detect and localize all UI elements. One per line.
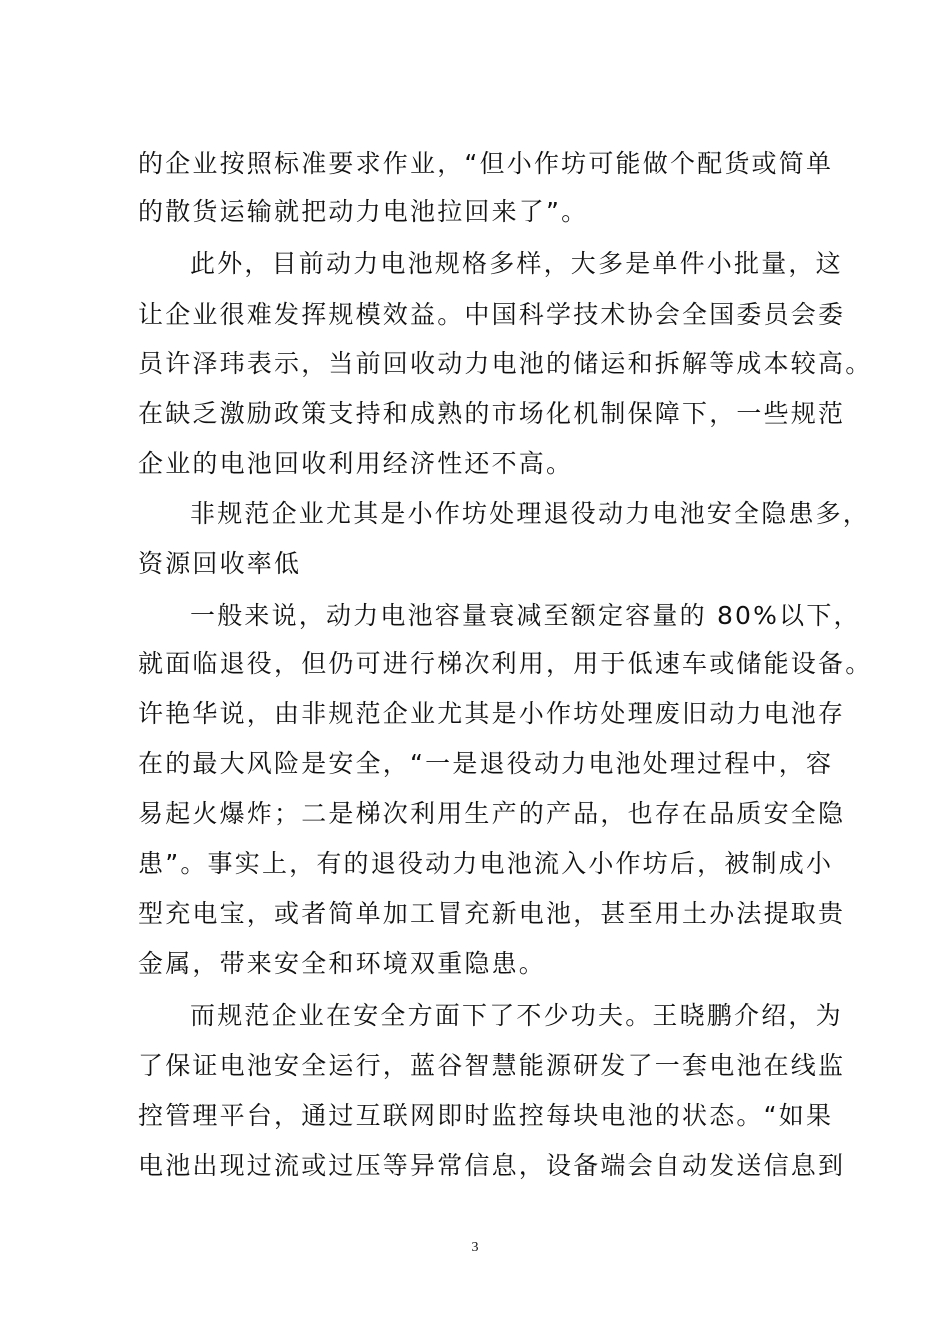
text-line: 非规范企业尤其是小作坊处理退役动力电池安全隐患多， <box>190 499 871 528</box>
text-line: 而规范企业在安全方面下了不少功夫。王晓鹏介绍，为 <box>190 1001 843 1030</box>
text-line: 的散货运输就把动力电池拉回来了”。 <box>138 197 589 226</box>
text-line: 就面临退役，但仍可进行梯次利用，用于低速车或储能设备。 <box>138 649 873 678</box>
text-line: 金属，带来安全和环境双重隐患。 <box>138 949 547 978</box>
text-line: 在缺乏激励政策支持和成熟的市场化机制保障下，一些规范 <box>138 399 846 428</box>
text-line: 的企业按照标准要求作业，“但小作坊可能做个配货或简单 <box>138 149 834 178</box>
text-line: 一般来说，动力电池容量衰减至额定容量的 80%以下， <box>190 601 861 630</box>
text-line: 了保证电池安全运行，蓝谷智慧能源研发了一套电池在线监 <box>138 1051 846 1080</box>
text-line: 资源回收率低 <box>138 549 302 578</box>
text-line: 此外，目前动力电池规格多样，大多是单件小批量，这 <box>190 249 843 278</box>
text-line: 员许泽玮表示，当前回收动力电池的储运和拆解等成本较高。 <box>138 349 873 378</box>
text-line: 控管理平台，通过互联网即时监控每块电池的状态。“如果 <box>138 1101 834 1130</box>
text-line: 型充电宝，或者简单加工冒充新电池，甚至用土办法提取贵 <box>138 899 846 928</box>
text-line: 让企业很难发挥规模效益。中国科学技术协会全国委员会委 <box>138 300 846 329</box>
text-line: 患”。事实上，有的退役动力电池流入小作坊后，被制成小 <box>138 849 834 878</box>
text-line: 电池出现过流或过压等异常信息，设备端会自动发送信息到 <box>138 1151 846 1180</box>
text-line: 易起火爆炸；二是梯次利用生产的产品，也存在品质安全隐 <box>138 799 846 828</box>
text-line: 许艳华说，由非规范企业尤其是小作坊处理废旧动力电池存 <box>138 699 846 728</box>
text-line: 企业的电池回收利用经济性还不高。 <box>138 449 574 478</box>
text-line: 在的最大风险是安全，“一是退役动力电池处理过程中，容 <box>138 749 834 778</box>
page-number: 3 <box>471 1240 479 1255</box>
